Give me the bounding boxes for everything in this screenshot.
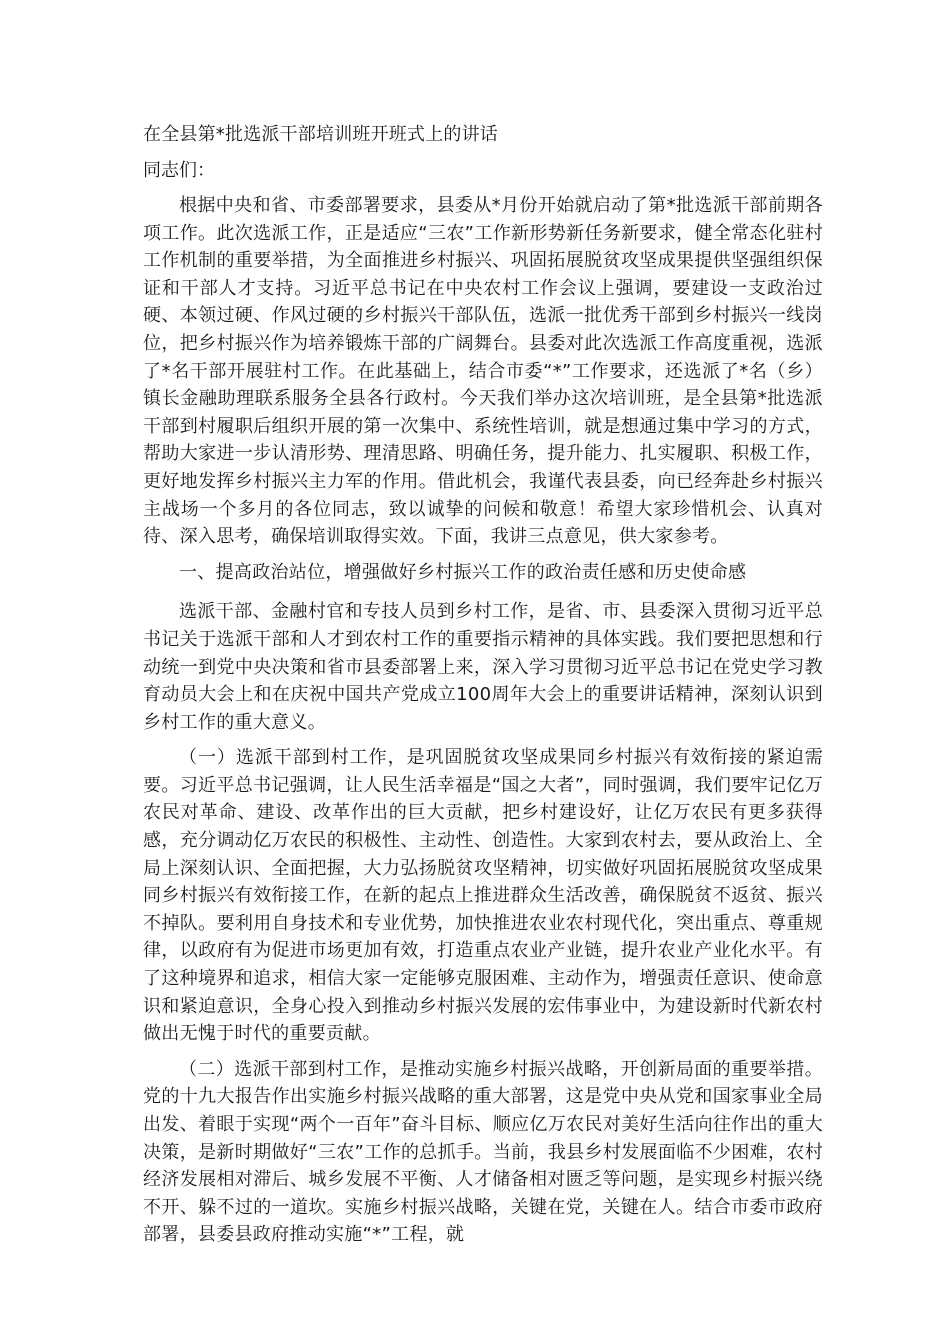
- paragraph-section-1: 选派干部、金融村官和专技人员到乡村工作，是省、市、县委深入贯彻习近平总书记关于选派干部和人才到农村工作的重要指示精神的具体实践。我们要把思想和行动统一到党中央决策和省市县委部署上来，深入学习贯彻习近平总书记在党史学习教育动员大会上和在庆祝中国共产党成立100周年大会上的重要讲话精神，深刻认识到乡村工作的重大意义。: [143, 601, 823, 733]
- paragraph-intro: 根据中央和省、市委部署要求，县委从*月份开始就启动了第*批选派干部前期各项工作。此次选派工作，正是适应“三农”工作新形势新任务新要求，健全常态化驻村工作机制的重要举措，为全面推进乡村振兴、巩固拓展脱贫攻坚成果提供坚强组织保证和干部人才支持。习近平总书记在中央农村工作会议上强调，要建设一支政治过硬、本领过硬、作风过硬的乡村振兴干部队伍，选派一批优秀干部到乡村振兴一线岗位，把乡村振兴作为培养锻炼干部的广阔舞台。县委对此次选派工作高度重视，选派了*名干部开展驻村工作。在此基础上，结合市委“*”工作要求，还选派了*名（乡）镇长金融助理联系服务全县各行政村。今天我们举办这次培训班，是全县第*批选派干部到村履职后组织开展的第一次集中、系统性培训，就是想通过集中学习的方式，帮助大家进一步认清形势、理清思路、明确任务，提升能力、扎实履职、积极工作，更好地发挥乡村振兴主力军的作用。借此机会，我谨代表县委，向已经奔赴乡村振兴主战场一个多月的各位同志，致以诚挚的问候和敬意！希望大家珍惜机会、认真对待、深入思考，确保培训取得实效。下面，我讲三点意见，供大家参考。: [143, 195, 823, 548]
- speech-title: 在全县第*批选派干部培训班开班式上的讲话: [143, 124, 498, 145]
- section-heading-1: 一、提高政治站位，增强做好乡村振兴工作的政治责任感和历史使命感: [179, 561, 747, 583]
- paragraph-point-1: （一）选派干部到村工作，是巩固脱贫攻坚成果同乡村振兴有效衔接的紧迫需要。习近平总书记强调，让人民生活幸福是“国之大者”，同时强调，我们要牢记亿万农民对革命、建设、改革作出的巨大贡献，把乡村建设好，让亿万农民有更多获得感，充分调动亿万农民的积极性、主动性、创造性。大家到农村去，要从政治上、全局上深刻认识、全面把握，大力弘扬脱贫攻坚精神，切实做好巩固拓展脱贫攻坚成果同乡村振兴有效衔接工作，在新的起点上推进群众生活改善，确保脱贫不返贫、振兴不掉队。要利用自身技术和专业优势，加快推进农业农村现代化，突出重点、尊重规律，以政府有为促进市场更加有效，打造重点农业产业链，提升农业产业化水平。有了这种境界和追求，相信大家一定能够克服困难、主动作为，增强责任意识、使命意识和紧迫意识，全身心投入到推动乡村振兴发展的宏伟事业中，为建设新时代新农村做出无愧于时代的重要贡献。: [143, 747, 823, 1045]
- salutation: 同志们：: [143, 160, 215, 181]
- document-body: [143, 118, 823, 1257]
- paragraph-point-2: （二）选派干部到村工作，是推动实施乡村振兴战略，开创新局面的重要举措。党的十九大报告作出实施乡村振兴战略的重大部署，这是党中央从党和国家事业全局出发、着眼于实现“两个一百年”奋斗目标、顺应亿万农民对美好生活向往作出的重大决策，是新时期做好“三农”工作的总抓手。当前，我县乡村发展面临不少困难，农村经济发展相对滞后、城乡发展不平衡、人才储备相对匮乏等问题，是实现乡村振兴绕不开、躲不过的一道坎。实施乡村振兴战略，关键在党，关键在人。结合市委市政府部署，县委县政府推动实施“*”工程，就: [143, 1058, 823, 1246]
